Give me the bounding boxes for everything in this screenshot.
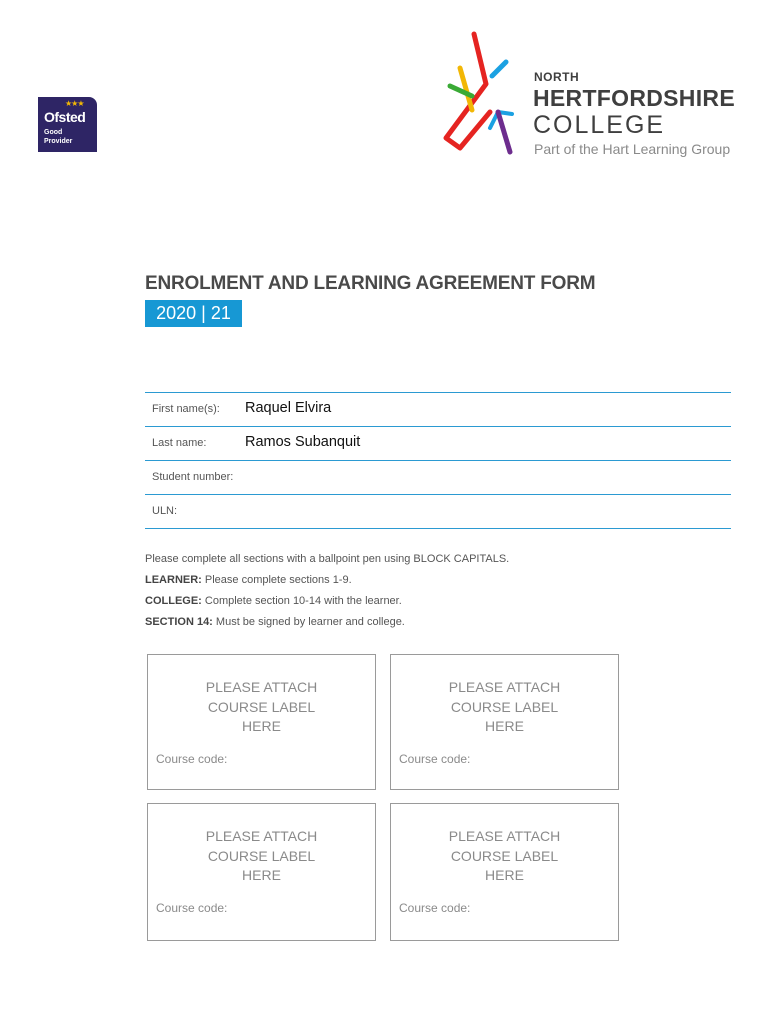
course-code-label: Course code:	[399, 752, 471, 766]
first-name-label: First name(s):	[152, 403, 220, 415]
learner-label: LEARNER:	[145, 574, 202, 586]
attach-label-text: PLEASE ATTACH COURSE LABEL HERE	[448, 828, 561, 883]
last-name-value[interactable]: Ramos Subanquit	[245, 434, 361, 450]
instruction-section-14	[145, 616, 509, 629]
course-label-box[interactable]	[147, 654, 376, 790]
ofsted-stars: ★★★	[65, 99, 84, 108]
last-name-label: Last name:	[152, 437, 207, 449]
instruction-college	[145, 595, 509, 608]
college-name-college: COLLEGE	[533, 111, 666, 139]
last-name-row[interactable]	[145, 427, 731, 461]
college-group-tagline: Part of the Hart Learning Group	[534, 141, 731, 157]
instructions	[145, 553, 509, 637]
college-label: COLLEGE:	[145, 595, 202, 607]
ofsted-badge	[38, 97, 97, 152]
course-label-box[interactable]	[390, 803, 619, 941]
section-14-text: Must be signed by learner and college.	[212, 616, 405, 628]
ofsted-name: Ofsted	[44, 109, 86, 125]
instruction-general: Please complete all sections with a ballpoint pen using BLOCK CAPITALS.	[145, 553, 510, 565]
ofsted-rating: Good Provider	[44, 129, 73, 145]
course-code-label: Course code:	[156, 752, 228, 766]
learner-text: Please complete sections 1-9.	[201, 574, 352, 586]
attach-label-text: PLEASE ATTACH COURSE LABEL HERE	[205, 828, 318, 883]
course-code-label: Course code:	[399, 901, 471, 915]
student-number-row[interactable]	[145, 461, 731, 495]
instruction-learner	[145, 574, 509, 587]
college-logo-icon	[438, 30, 528, 158]
uln-row[interactable]	[145, 495, 731, 529]
college-text: Complete section 10-14 with the learner.	[201, 595, 402, 607]
first-name-value[interactable]: Raquel Elvira	[245, 400, 332, 416]
college-name-north: NORTH	[534, 70, 580, 84]
course-label-box[interactable]	[147, 803, 376, 941]
course-code-label: Course code:	[156, 901, 228, 915]
academic-year-badge: 2020 | 21	[145, 300, 242, 327]
first-name-row[interactable]	[145, 393, 731, 427]
form-title: ENROLMENT AND LEARNING AGREEMENT FORM	[145, 273, 596, 294]
learner-details-table	[145, 392, 731, 529]
section-14-label: SECTION 14:	[145, 616, 213, 628]
uln-label: ULN:	[152, 505, 178, 517]
attach-label-text: PLEASE ATTACH COURSE LABEL HERE	[205, 679, 318, 734]
college-name-hertfordshire: HERTFORDSHIRE	[533, 85, 735, 111]
course-label-box[interactable]	[390, 654, 619, 790]
attach-label-text: PLEASE ATTACH COURSE LABEL HERE	[448, 679, 561, 734]
student-number-label: Student number:	[152, 471, 234, 483]
